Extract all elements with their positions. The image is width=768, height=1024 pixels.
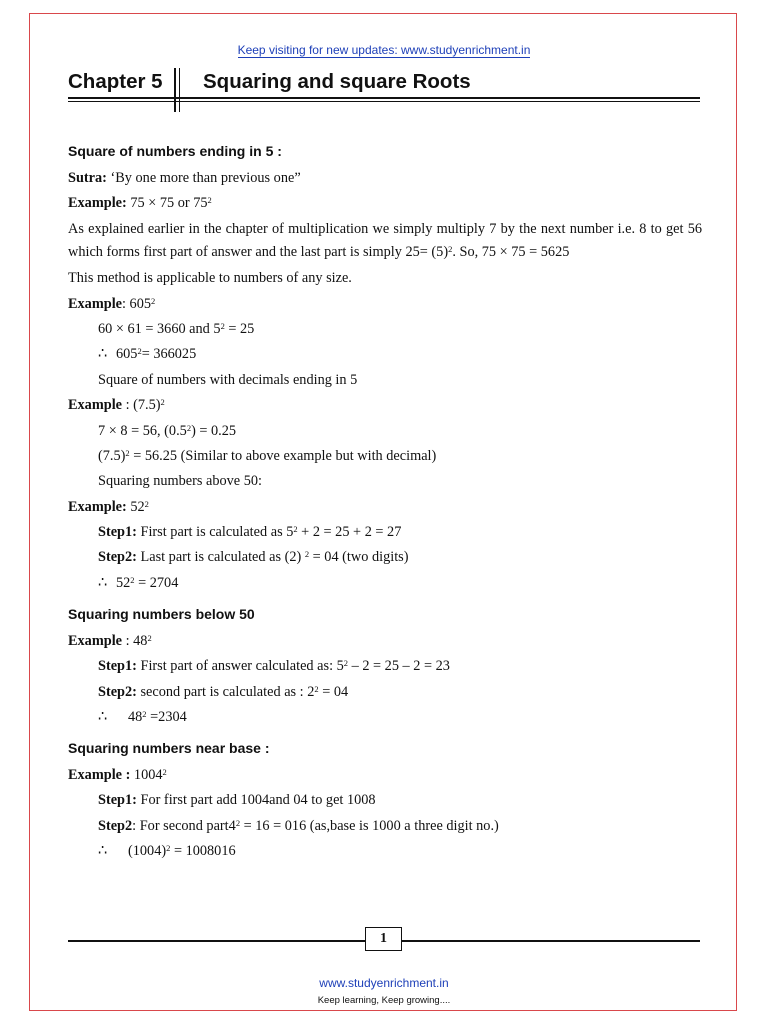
above-50-subheading: Squaring numbers above 50: [98,473,262,490]
example-4: Example: $52^2$ [68,498,149,515]
example-2-result: ∴ $605^2= 366025$ [68,343,702,365]
explanation-paragraph: As explained earlier in the chapter of multiplication we simply multiply 7 by the next number i.e. 8 to get 56 which forms first part of answer and the last part is simply $25= (5)^2$. So, 75 × 75 = 5625 [68,220,702,260]
example-3-line-1: 7 × 8 = 56, $(0.5^2) = 0.25$ [98,422,237,439]
therefore-symbol: ∴ [98,574,108,591]
applicability-line: This method is applicable to numbers of any size. [68,270,352,287]
footer-tagline: Keep learning, Keep growing.... [317,995,451,1006]
therefore-symbol: ∴ [98,709,108,726]
header-rule-thin [68,101,700,102]
example-5-step-1: Step1: First part of answer calculated as: $5^2 - 2 = 25 - 2 = 23$ [98,658,450,675]
example-5-step-2: Step2: second part is calculated as : $2^2 = 04$ [98,683,349,700]
section-heading-ending-5: Square of numbers ending in 5 : [68,143,282,159]
example-2-line-1: 60 × 61 = 3660 and $5^2 = 25$ [98,320,255,337]
chapter-header [68,70,700,100]
section-heading-near-base: Squaring numbers near base : [68,740,270,757]
therefore-symbol: ∴ [98,843,108,860]
example-5: Example : $48^2$ [68,632,152,649]
example-4-result: ∴ $52^2 = 2704$ [68,572,702,594]
example-6-result: ∴ $(1004)^2 = 1008016$ [68,840,702,862]
chapter-divider-thin [179,68,180,112]
footer-link[interactable]: www.studyenrichment.in [319,976,449,990]
example-4-step-2: Step2: Last part is calculated as (2) $^2$ = 04 (two digits) [98,549,409,566]
therefore-symbol: ∴ [98,346,108,363]
header-rule [68,97,700,99]
example-6-step-2: Step2: For second $part4^2 = 16 = 016$ (as,base is 1000 a three digit no.) [98,817,499,834]
chapter-divider [174,68,176,112]
header-link[interactable]: Keep visiting for new updates: www.studyenrichment.in [237,43,531,57]
footer-rule-left [68,940,365,942]
page-number: 1 [365,927,402,951]
section-heading-below-50: Squaring numbers below 50 [68,605,255,622]
example-3-line-2: $(7.5)^2 = 56.25$ (Similar to above example but with decimal) [98,447,437,464]
example-2: Example: $605^2$ [68,295,156,312]
example-6: Example : 1004$^2$ [68,767,167,784]
example-1: Example: 75 × 75 or $75^2$ [68,195,212,212]
example-4-step-1: Step1: First part is calculated as $5^2 + 2 = 25 + 2 = 27$ [98,524,402,541]
chapter-title: Squaring and square Roots [203,70,471,93]
page-content [68,141,702,866]
footer-rule-right [402,940,700,942]
example-6-step-1: Step1: For first part add 1004and 04 to get 1008 [98,792,376,809]
sutra-line: Sutra: ‘By one more than previous one” [68,170,301,186]
decimal-subheading: Square of numbers with decimals ending in 5 [98,371,358,388]
example-3: Example : $(7.5)^2$ [68,397,165,414]
example-5-result: ∴ $48^2 =2304$ [68,706,702,728]
chapter-label: Chapter 5 [68,70,163,93]
